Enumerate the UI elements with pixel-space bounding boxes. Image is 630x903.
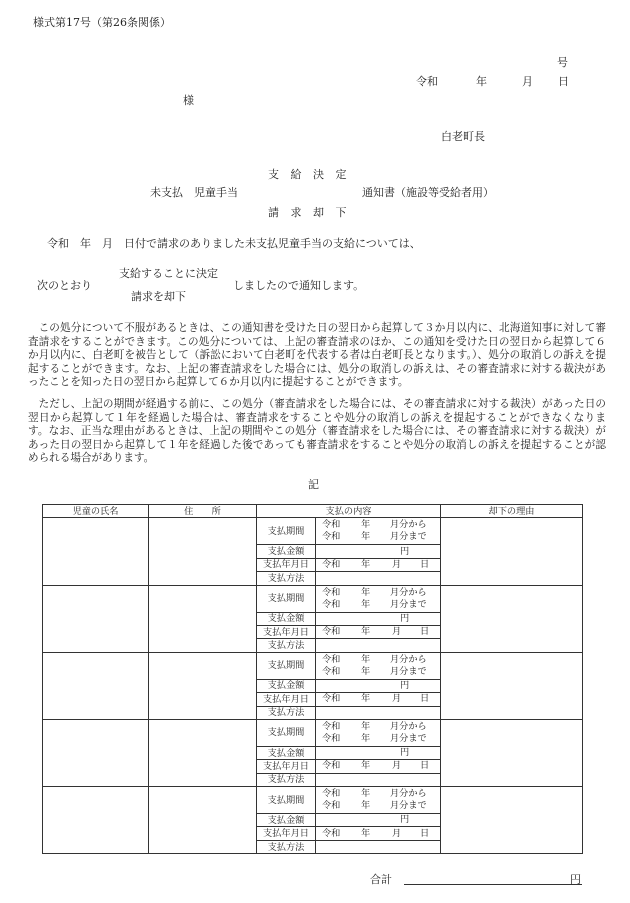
- pay-date-value[interactable]: [316, 625, 441, 638]
- pay-date-year: 年: [361, 760, 371, 772]
- period-from-year: 年: [361, 788, 371, 800]
- amount-yen: 円: [400, 612, 410, 624]
- next-text: 次のとおり: [37, 279, 92, 292]
- appeal-paragraph: この処分について不服があるときは、この通知書を受けた日の翌日から起算して３か月以内に、北海道知事に対して審査請求をすることができます。この処分については、上記の審査請求のほか、この通知を受けた日の翌日から起算して６か月以内に、白老町を被告として（訴訟において白老町を代表する者は白老町長となります。）、処分の取消しの訴えを提起することができます。なお、上記の審査請求をした場合には、処分の取消しの訴えは、その審査請求に対する裁決があったことを知った日の翌日から起算して６か月以内に提起することができます。: [28, 322, 606, 389]
- period-from-tail: 月分から: [390, 519, 427, 531]
- header-address: 住 所: [149, 505, 257, 518]
- notify-text: しましたので通知します。: [233, 279, 365, 292]
- period-from: [316, 788, 440, 800]
- period-from-era: 令和: [322, 788, 341, 800]
- period-from-tail: 月分から: [390, 788, 427, 800]
- period-to-era: 令和: [322, 800, 341, 812]
- period-to-year: 年: [361, 732, 371, 744]
- title-suffix: 通知書（施設等受給者用）: [362, 186, 494, 199]
- amount-label: 支払金額: [257, 545, 316, 558]
- pay-date-year: 年: [361, 827, 371, 839]
- pay-date-era: 令和: [322, 760, 341, 772]
- amount-value[interactable]: [316, 679, 441, 692]
- address-cell[interactable]: [149, 652, 257, 719]
- child-name-cell[interactable]: [43, 719, 149, 786]
- period-to-tail: 月分まで: [390, 732, 427, 744]
- child-name-cell[interactable]: [43, 652, 149, 719]
- period-from-era: 令和: [322, 720, 341, 732]
- total-yen: 円: [570, 873, 581, 886]
- amount-yen: 円: [400, 545, 410, 557]
- rejection-reason-cell[interactable]: [441, 518, 583, 585]
- issuer: 白老町長: [441, 130, 485, 143]
- header-child-name: 児童の氏名: [43, 505, 149, 518]
- table-row: [43, 652, 583, 679]
- period-to-year: 年: [361, 665, 371, 677]
- address-cell[interactable]: [149, 719, 257, 786]
- form-number: 様式第17号（第26条関係）: [33, 16, 171, 29]
- address-cell[interactable]: [149, 787, 257, 854]
- amount-yen: 円: [400, 679, 410, 691]
- pay-date-label: 支払年月日: [257, 693, 316, 706]
- period-label: 支払期間: [257, 652, 316, 679]
- document-number-label: 号: [557, 56, 568, 69]
- period-to: [316, 666, 440, 678]
- method-value[interactable]: [316, 572, 441, 585]
- pay-date-year: 年: [361, 693, 371, 705]
- period-value[interactable]: [316, 787, 441, 814]
- address-cell[interactable]: [149, 518, 257, 585]
- table-body: [43, 518, 583, 854]
- period-to: [316, 800, 440, 812]
- amount-value[interactable]: [316, 612, 441, 625]
- period-to-tail: 月分まで: [390, 531, 427, 543]
- period-to: [316, 599, 440, 611]
- period-to-year: 年: [361, 598, 371, 610]
- limitation-paragraph: ただし、上記の期間が経過する前に、この処分（審査請求をした場合には、その審査請求に対する裁決）があった日の翌日から起算して１年を経過した場合は、審査請求をすることや処分の取消しの訴えを提起することができなくなります。なお、正当な理由があるときは、上記の期間やこの処分（審査請求をした場合には、その審査請求に対する裁決）があった日の翌日から起算して１年を経過した後であっても審査請求をすることや処分の取消しの訴えを提起することが認められる場合があります。: [28, 398, 606, 465]
- amount-yen: 円: [400, 814, 410, 826]
- period-from-year: 年: [361, 519, 371, 531]
- table-row: [43, 585, 583, 612]
- pay-date-month: 月: [392, 760, 402, 772]
- period-from: [316, 587, 440, 599]
- method-label: 支払方法: [257, 572, 316, 585]
- child-name-cell[interactable]: [43, 787, 149, 854]
- pay-date-era: 令和: [322, 827, 341, 839]
- period-from-tail: 月分から: [390, 586, 427, 598]
- period-from-year: 年: [361, 586, 371, 598]
- pay-date-month: 月: [392, 626, 402, 638]
- title-rejection: 請 求 却 下: [268, 206, 351, 219]
- period-to-tail: 月分まで: [390, 598, 427, 610]
- child-name-cell[interactable]: [43, 585, 149, 652]
- date-era: 令和: [416, 75, 438, 88]
- pay-date-day: 日: [420, 693, 430, 705]
- pay-date-label: 支払年月日: [257, 827, 316, 840]
- method-label: 支払方法: [257, 840, 316, 853]
- header-rejection-reason: 却下の理由: [441, 505, 583, 518]
- period-to-tail: 月分まで: [390, 800, 427, 812]
- table-header-row: [43, 505, 583, 518]
- total-label: 合計: [370, 873, 392, 886]
- period-to-era: 令和: [322, 665, 341, 677]
- pay-date-label: 支払年月日: [257, 760, 316, 773]
- address-cell[interactable]: [149, 585, 257, 652]
- period-from: [316, 721, 440, 733]
- period-from-era: 令和: [322, 519, 341, 531]
- amount-label: 支払金額: [257, 814, 316, 827]
- amount-label: 支払金額: [257, 612, 316, 625]
- period-to-era: 令和: [322, 732, 341, 744]
- period-value[interactable]: [316, 518, 441, 545]
- table-row: [43, 787, 583, 814]
- method-value[interactable]: [316, 840, 441, 853]
- period-from-year: 年: [361, 653, 371, 665]
- pay-date-day: 日: [420, 558, 430, 570]
- period-label: 支払期間: [257, 719, 316, 746]
- period-from-tail: 月分から: [390, 653, 427, 665]
- pay-date-era: 令和: [322, 626, 341, 638]
- rejection-reason-cell[interactable]: [441, 787, 583, 854]
- pay-date-value[interactable]: [316, 827, 441, 840]
- amount-value[interactable]: [316, 545, 441, 558]
- method-value[interactable]: [316, 773, 441, 786]
- table-row: [43, 719, 583, 746]
- pay-date-year: 年: [361, 558, 371, 570]
- option-reject: 請求を却下: [131, 290, 186, 303]
- pay-date-month: 月: [392, 827, 402, 839]
- child-name-cell[interactable]: [43, 518, 149, 585]
- pay-date-era: 令和: [322, 558, 341, 570]
- pay-date-day: 日: [420, 827, 430, 839]
- pay-date-month: 月: [392, 693, 402, 705]
- method-value[interactable]: [316, 639, 441, 652]
- table-row: [43, 518, 583, 545]
- period-value[interactable]: [316, 585, 441, 612]
- amount-label: 支払金額: [257, 746, 316, 759]
- period-to-year: 年: [361, 531, 371, 543]
- method-label: 支払方法: [257, 639, 316, 652]
- period-to-year: 年: [361, 800, 371, 812]
- period-to-era: 令和: [322, 531, 341, 543]
- date-month: 月: [522, 75, 533, 88]
- rejection-reason-cell[interactable]: [441, 652, 583, 719]
- pay-date-value[interactable]: [316, 693, 441, 706]
- amount-label: 支払金額: [257, 679, 316, 692]
- ki-heading: 記: [308, 478, 319, 491]
- method-label: 支払方法: [257, 773, 316, 786]
- period-label: 支払期間: [257, 787, 316, 814]
- period-from-year: 年: [361, 720, 371, 732]
- method-value[interactable]: [316, 706, 441, 719]
- amount-yen: 円: [400, 747, 410, 759]
- period-to-tail: 月分まで: [390, 665, 427, 677]
- pay-date-value[interactable]: [316, 558, 441, 571]
- period-value[interactable]: [316, 652, 441, 679]
- title-prefix: 未支払 児童手当: [150, 186, 238, 199]
- header-payment-details: 支払の内容: [257, 505, 441, 518]
- period-label: 支払期間: [257, 518, 316, 545]
- total-underline: [404, 884, 582, 885]
- pay-date-day: 日: [420, 626, 430, 638]
- period-to: [316, 531, 440, 543]
- period-from-era: 令和: [322, 653, 341, 665]
- period-from-tail: 月分から: [390, 720, 427, 732]
- amount-value[interactable]: [316, 746, 441, 759]
- date-day: 日: [558, 75, 569, 88]
- pay-date-day: 日: [420, 760, 430, 772]
- period-from: [316, 519, 440, 531]
- pay-date-year: 年: [361, 626, 371, 638]
- rejection-reason-cell[interactable]: [441, 585, 583, 652]
- title-decision: 支 給 決 定: [268, 168, 351, 181]
- period-from: [316, 654, 440, 666]
- pay-date-era: 令和: [322, 693, 341, 705]
- period-value[interactable]: [316, 719, 441, 746]
- period-to: [316, 733, 440, 745]
- pay-date-label: 支払年月日: [257, 625, 316, 638]
- option-decision: 支給することに決定: [119, 267, 218, 280]
- pay-date-value[interactable]: [316, 760, 441, 773]
- payment-table: [42, 504, 583, 854]
- intro-sentence: 令和 年 月 日付で請求のありました未支払児童手当の支給については、: [47, 237, 421, 250]
- method-label: 支払方法: [257, 706, 316, 719]
- pay-date-label: 支払年月日: [257, 558, 316, 571]
- pay-date-month: 月: [392, 558, 402, 570]
- period-to-era: 令和: [322, 598, 341, 610]
- period-label: 支払期間: [257, 585, 316, 612]
- amount-value[interactable]: [316, 814, 441, 827]
- period-from-era: 令和: [322, 586, 341, 598]
- addressee-suffix: 様: [183, 94, 194, 107]
- rejection-reason-cell[interactable]: [441, 719, 583, 786]
- date-year: 年: [476, 75, 487, 88]
